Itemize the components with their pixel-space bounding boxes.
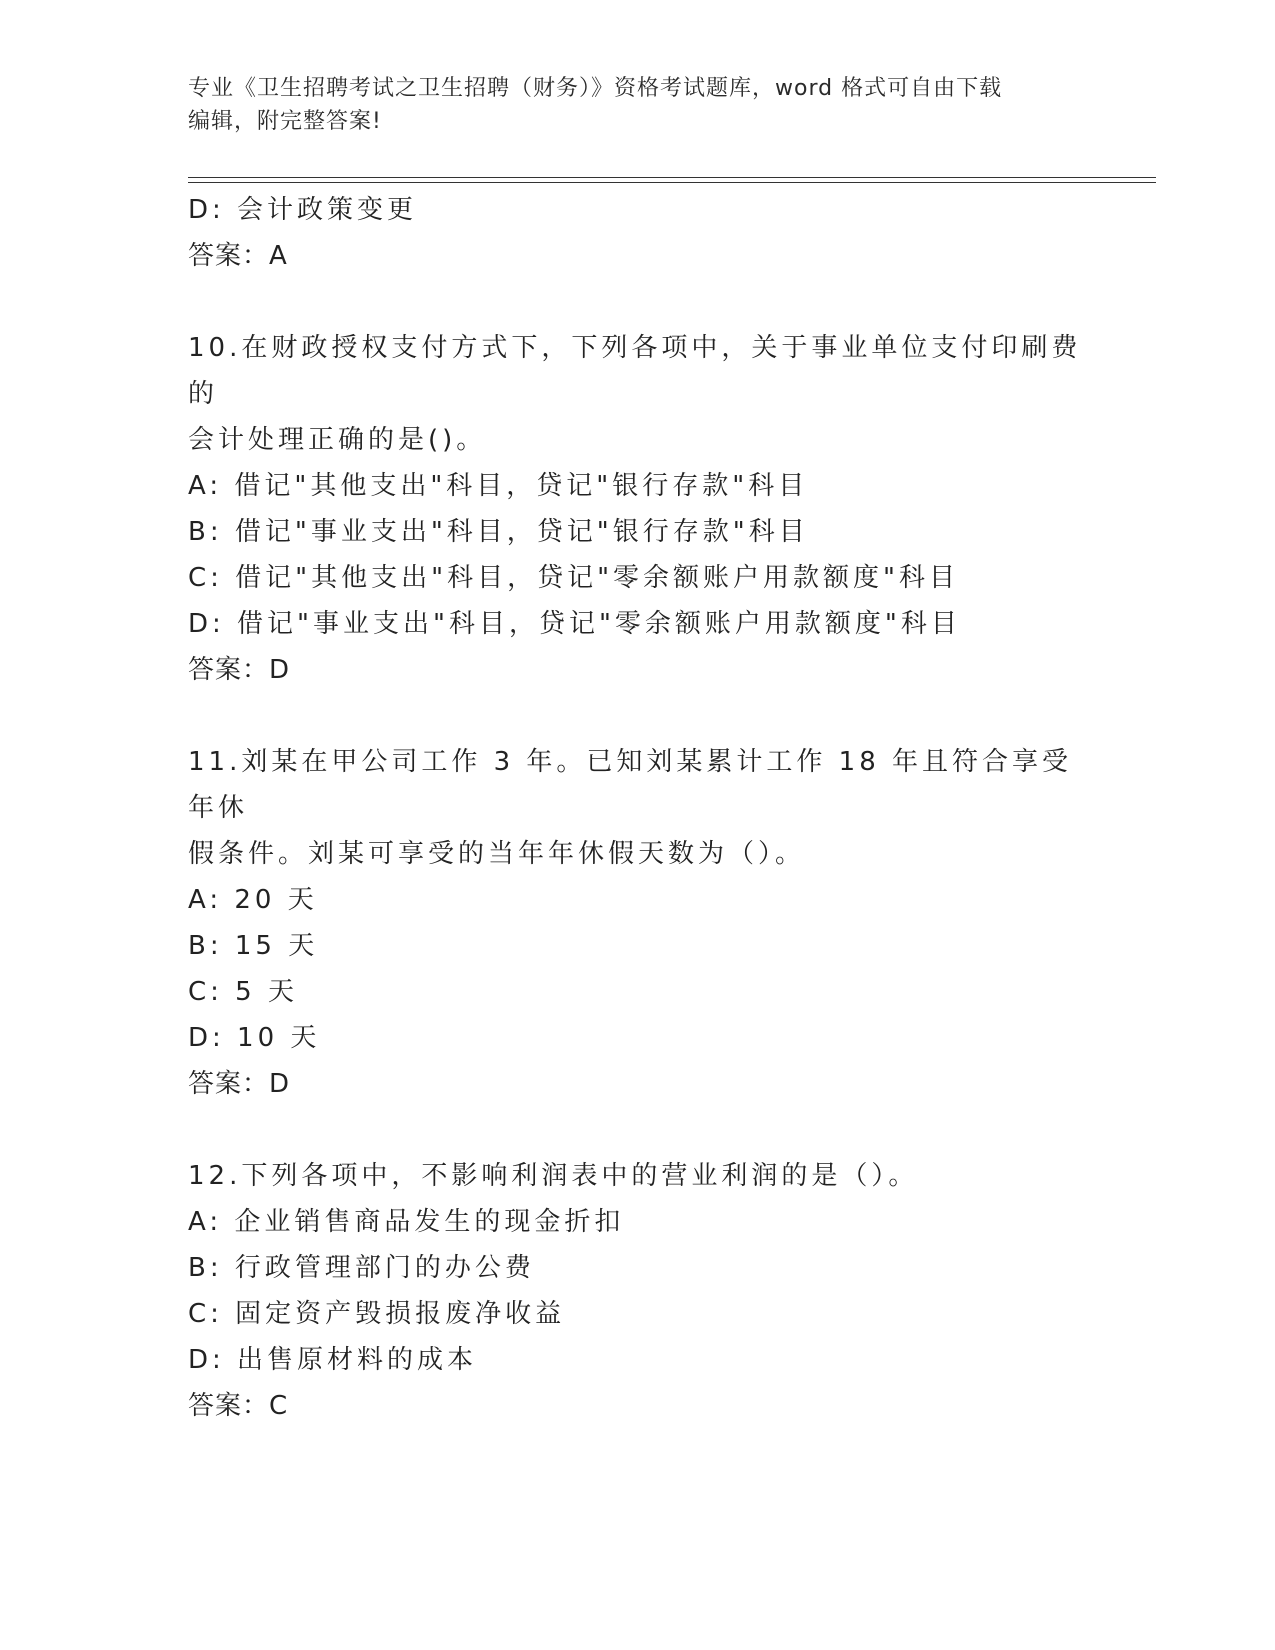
question-list — [188, 187, 1088, 1429]
header-line-2: 编辑，附完整答案! — [188, 109, 382, 134]
option-a: A: 企业销售商品发生的现金折扣 — [188, 1207, 625, 1237]
header-line-1: 专业《卫生招聘考试之卫生招聘（财务）》资格考试题库，word 格式可自由下载 — [188, 76, 1003, 101]
answer: 答案：C — [188, 1391, 289, 1421]
document-header — [188, 72, 1088, 138]
question-11 — [188, 739, 1088, 1107]
question-stem — [188, 325, 1088, 463]
option-b: B: 15 天 — [188, 931, 319, 961]
option-b: B: 行政管理部门的办公费 — [188, 1253, 535, 1283]
question-stem — [188, 739, 1088, 877]
option-d: D: 出售原材料的成本 — [188, 1345, 478, 1375]
option-d: D: 10 天 — [188, 1023, 321, 1053]
header-divider-top — [188, 177, 1156, 178]
header-divider-bottom — [188, 182, 1156, 183]
option-c: C: 5 天 — [188, 977, 298, 1007]
option-c: C: 借记"其他支出"科目，贷记"零余额账户用款额度"科目 — [188, 563, 960, 593]
answer: 答案：D — [188, 655, 291, 685]
answer: 答案：A — [188, 241, 288, 271]
option-a: A: 借记"其他支出"科目，贷记"银行存款"科目 — [188, 471, 809, 501]
question-9-tail — [188, 187, 1088, 279]
answer: 答案：D — [188, 1069, 291, 1099]
option-a: A: 20 天 — [188, 885, 318, 915]
option-d: D: 借记"事业支出"科目，贷记"零余额账户用款额度"科目 — [188, 609, 961, 639]
question-stem-line-1: 12.下列各项中，不影响利润表中的营业利润的是（）。 — [188, 1161, 919, 1191]
question-12 — [188, 1153, 1088, 1429]
question-stem — [188, 1153, 1088, 1199]
option-d: D: 会计政策变更 — [188, 195, 418, 225]
question-10 — [188, 325, 1088, 693]
question-stem-line-2: 假条件。刘某可享受的当年年休假天数为（）。 — [188, 839, 806, 869]
question-stem-line-1: 11.刘某在甲公司工作 3 年。已知刘某累计工作 18 年且符合享受年休 — [188, 747, 1073, 823]
option-c: C: 固定资产毁损报废净收益 — [188, 1299, 566, 1329]
option-b: B: 借记"事业支出"科目，贷记"银行存款"科目 — [188, 517, 809, 547]
question-stem-line-1: 10.在财政授权支付方式下，下列各项中，关于事业单位支付印刷费的 — [188, 333, 1082, 409]
question-stem-line-2: 会计处理正确的是()。 — [188, 425, 487, 455]
